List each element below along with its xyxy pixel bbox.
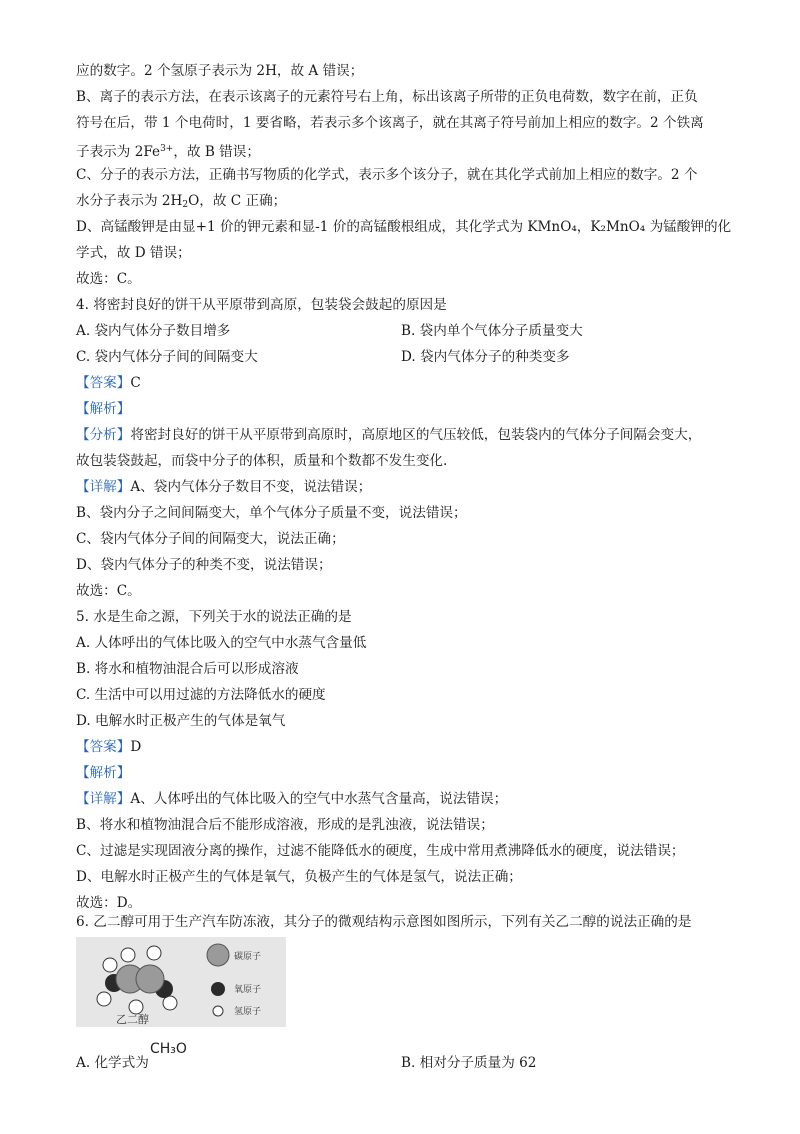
option-d: D. 袋内气体分子的种类变多 [401, 349, 570, 365]
option-a: A. 袋内气体分子数目增多 [76, 323, 231, 339]
carbon-atom [136, 965, 164, 993]
carbon-legend-icon [207, 944, 229, 966]
text-line: 故选：C。 [76, 583, 141, 599]
hydrogen-atom [103, 958, 117, 972]
text-line: D、高锰酸钾是由显+1 价的钾元素和显-1 价的高锰酸根组成，其化学式为 KMnO₄，K₂MnO₄ 为锰酸钾的化 [76, 219, 732, 235]
hydrogen-legend-icon [213, 1006, 223, 1016]
hydrogen-atom [121, 948, 135, 962]
text-line: 应的数字。2 个氢原子表示为 2H，故 A 错误； [76, 63, 364, 79]
hydrogen-atom [129, 1000, 143, 1014]
option-a: A. 人体呼出的气体比吸入的空气中水蒸气含量低 [76, 635, 367, 651]
options-row [76, 348, 570, 366]
answer-line: 【答案】D [76, 739, 142, 755]
text-line: B、离子的表示方法，在表示该离子的元素符号右上角，标出该离子所带的正负电荷数，数字在前，正负 [76, 89, 698, 105]
text-line: 故选：D。 [76, 895, 142, 911]
answer-line: 【答案】C [76, 375, 141, 391]
text-line: C、过滤是实现固液分离的操作，过滤不能降低水的硬度，生成中常用煮沸降低水的硬度，说法错误； [76, 843, 685, 859]
figure-caption: 乙二醇 [116, 1013, 149, 1026]
text-line: 故包装袋鼓起，而袋中分子的体积，质量和个数都不发生变化. [76, 453, 448, 469]
text-line: 故选：C。 [76, 271, 141, 287]
option-c: C. 袋内气体分子间的间隔变大 [76, 349, 258, 365]
legend-oxygen: 氧原子 [234, 985, 262, 995]
text-line: 子表示为 $2Fe^{3+}$，故 B 错误； [76, 144, 260, 160]
question-4: 4. 将密封良好的饼干从平原带到高原，包装袋会鼓起的原因是 [76, 297, 447, 313]
text-line: 符号在后，带 1 个电荷时，1 要省略，若表示多个该离子，就在其离子符号前加上相应的数字。2 个铁离 [76, 115, 704, 131]
question-5: 5. 水是生命之源，下列关于水的说法正确的是 [76, 609, 352, 625]
hydrogen-atom [147, 946, 161, 960]
option-d: D. 电解水时正极产生的气体是氧气 [76, 713, 286, 729]
legend-carbon: 碳原子 [234, 952, 262, 962]
text-line: B、袋内分子之间间隔变大，单个气体分子质量不变，说法错误； [76, 505, 467, 521]
text-line: 学式，故 D 错误； [76, 245, 191, 261]
hydrogen-atom [97, 992, 111, 1006]
text-line: D、袋内气体分子的种类不变，说法错误； [76, 557, 332, 573]
detail-line: 【详解】A、袋内气体分子数目不变，说法错误； [76, 479, 372, 495]
option-a: A. 化学式为 [76, 1055, 149, 1071]
analysis-line: 【分析】将密封良好的饼干从平原带到高原时，高原地区的气压较低，包装袋内的气体分子间隔会变大， [76, 427, 702, 443]
molecule-diagram [76, 937, 286, 1027]
analysis-heading: 【解析】 [76, 401, 131, 417]
legend-hydrogen: 氢原子 [234, 1007, 262, 1017]
formula-image: CH₃O [150, 1041, 187, 1057]
analysis-heading: 【解析】 [76, 765, 131, 781]
text-line: D、电解水时正极产生的气体是氧气，负极产生的气体是氢气，说法正确； [76, 869, 522, 885]
question-6: 6. 乙二醇可用于生产汽车防冻液，其分子的微观结构示意图如图所示，下列有关乙二醇的说法正确的是 [76, 914, 692, 930]
oxygen-legend-icon [211, 982, 225, 996]
option-b: B. 袋内单个气体分子质量变大 [401, 323, 583, 339]
hydrogen-atom [163, 996, 177, 1010]
option-c: C. 生活中可以用过滤的方法降低水的硬度 [76, 687, 326, 703]
detail-line: 【详解】A、人体呼出的气体比吸入的空气中水蒸气含量高，说法错误； [76, 791, 508, 807]
options-row [76, 322, 583, 340]
text-line: 水分子表示为 $2H_2O$，故 C 正确； [76, 193, 287, 210]
option-b: B. 将水和植物油混合后可以形成溶液 [76, 661, 299, 677]
molecule-figure [76, 937, 286, 1027]
option-b: B. 相对分子质量为 62 [401, 1055, 537, 1071]
options-row [76, 1054, 537, 1072]
text-line: C、袋内气体分子间的间隔变大，说法正确； [76, 531, 345, 547]
text-line: C、分子的表示方法，正确书写物质的化学式，表示多个该分子，就在其化学式前加上相应的数字。2 个 [76, 167, 698, 183]
text-line: B、将水和植物油混合后不能形成溶液，形成的是乳浊液，说法错误； [76, 817, 494, 833]
